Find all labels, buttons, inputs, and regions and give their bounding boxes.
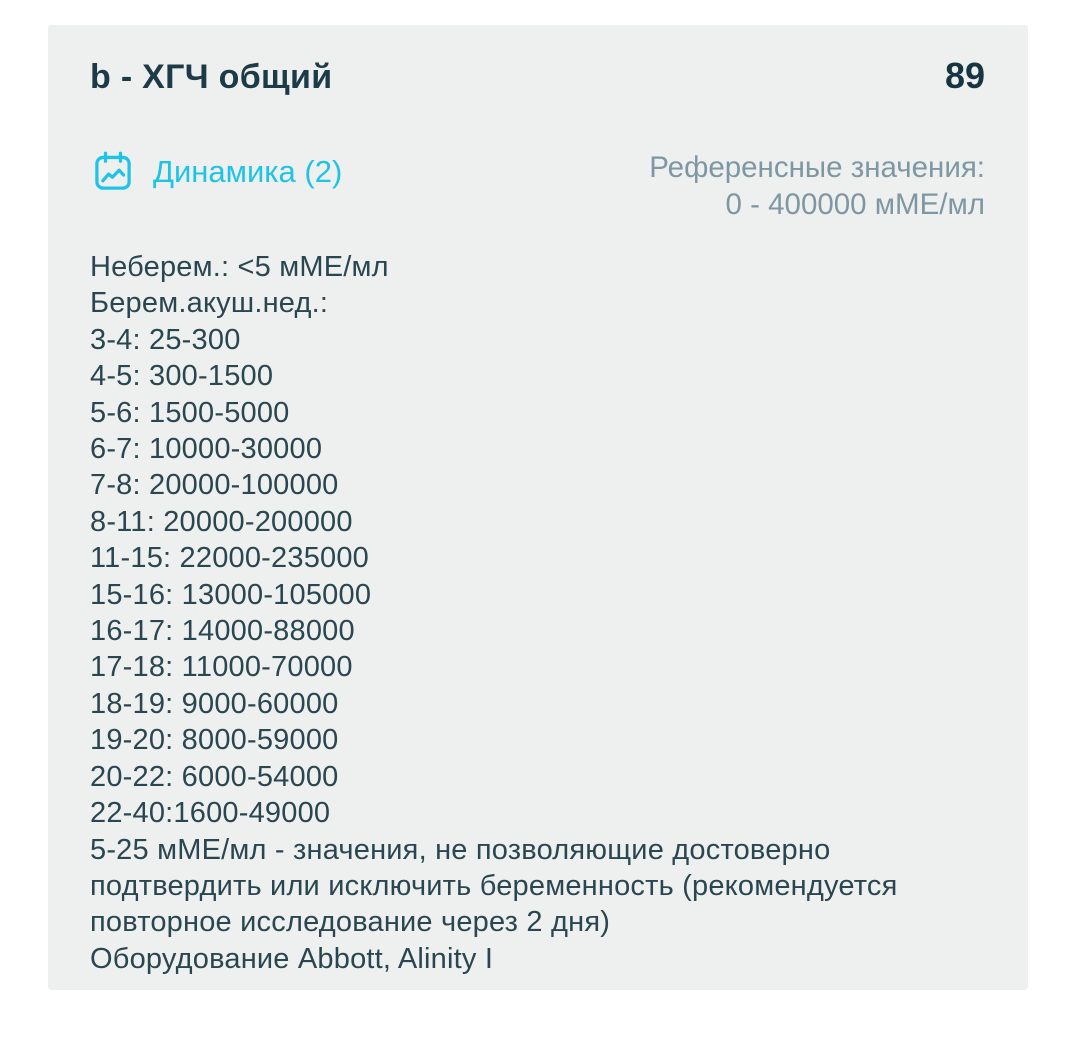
description-line: 16-17: 14000-88000 [90,615,355,648]
description-line: повторное исследование через 2 дня) [90,906,611,939]
description-line: Оборудование Abbott, Alinity I [90,942,494,975]
reference-values-caption: Референсные значения: [649,151,985,184]
dynamics-button[interactable] [90,149,342,195]
description-line: 8-11: 20000-200000 [90,505,353,538]
description-line: 3-4: 25-300 [90,323,241,356]
description-line: Берем.акуш.нед.: [90,287,329,320]
description-line: 5-6: 1500-5000 [90,396,290,429]
reference-description [90,249,985,977]
description-line: 17-18: 11000-70000 [90,651,353,684]
description-line: 11-15: 22000-235000 [90,542,370,575]
description-line: подтвердить или исключить беременность (рекомендуется [90,869,898,902]
description-line: 20-22: 6000-54000 [90,760,339,793]
description-line: 15-16: 13000-105000 [90,578,372,611]
description-line: 7-8: 20000-100000 [90,469,339,502]
calendar-chart-icon [90,149,136,195]
reference-values [649,149,985,223]
lab-result-card [48,25,1028,990]
dynamics-label: Динамика (2) [153,154,343,189]
description-line: Неберем.: <5 мМЕ/мл [90,251,389,283]
reference-values-range: 0 - 400000 мМЕ/мл [725,188,985,221]
test-title: b - ХГЧ общий [90,58,333,96]
description-line: 4-5: 300-1500 [90,360,274,393]
description-line: 5-25 мМЕ/мл - значения, не позволяющие достоверно [90,833,831,866]
result-header-row [90,55,985,97]
result-value: 89 [944,55,985,96]
description-line: 19-20: 8000-59000 [90,724,339,757]
description-line: 6-7: 10000-30000 [90,433,323,466]
description-line: 22-40:1600-49000 [90,797,331,830]
description-line: 18-19: 9000-60000 [90,687,339,720]
meta-row [90,149,985,223]
